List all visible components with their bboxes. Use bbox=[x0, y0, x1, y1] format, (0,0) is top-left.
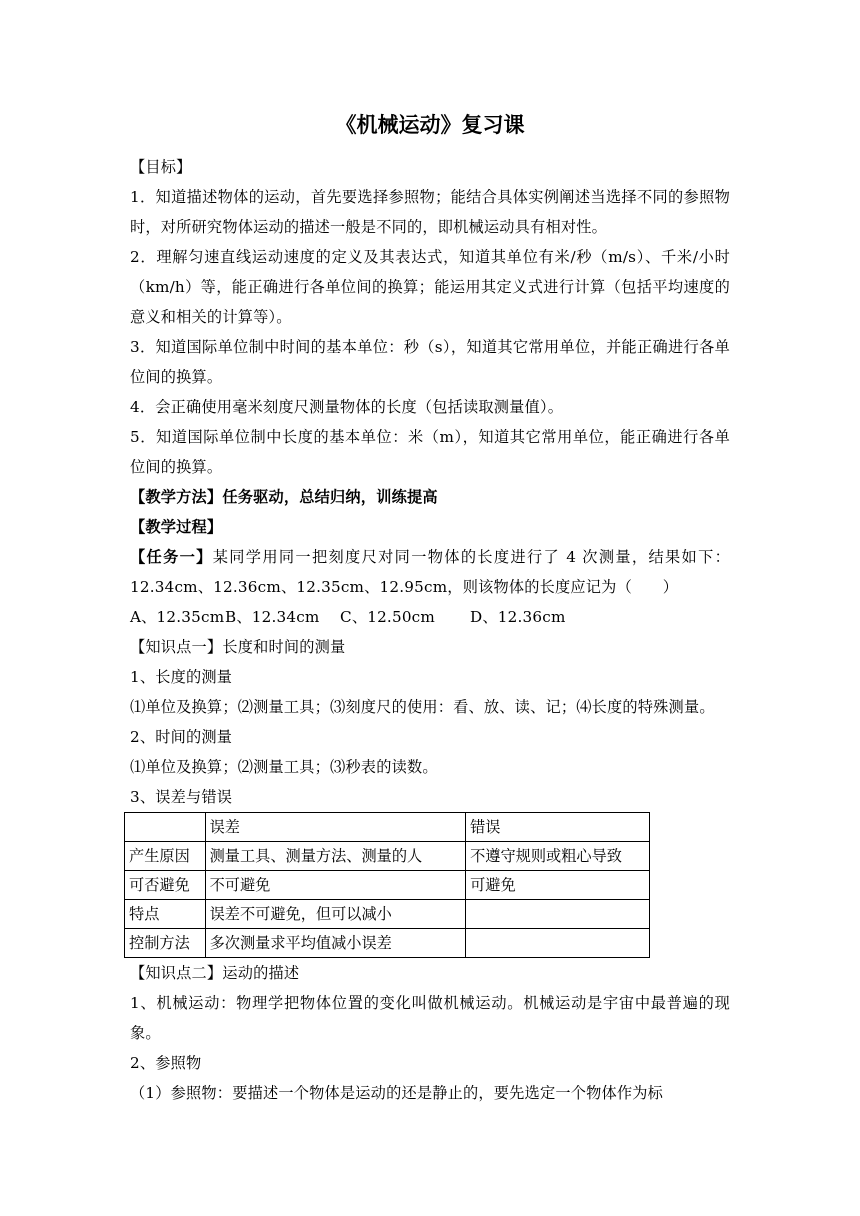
table-cell: 控制方法 bbox=[125, 929, 206, 958]
option-d: D、12.36cm bbox=[470, 608, 566, 626]
goal-item: 4．会正确使用毫米刻度尺测量物体的长度（包括读取测量值）。 bbox=[130, 398, 564, 416]
table-cell bbox=[466, 900, 650, 929]
mechanical-motion-text: 1、机械运动：物理学把物体位置的变化叫做机械运动。机械运动是宇宙中最普遍的现象。 bbox=[130, 994, 730, 1042]
time-measure-text: ⑴单位及换算；⑵测量工具；⑶秒表的读数。 bbox=[130, 758, 438, 776]
document-page bbox=[130, 110, 730, 1108]
length-measure-title: 1、长度的测量 bbox=[130, 668, 233, 686]
process-heading: 【教学过程】 bbox=[130, 518, 223, 536]
error-comparison-table bbox=[124, 812, 650, 958]
task-one-text: 某同学用同一把刻度尺对同一物体的长度进行了 4 次测量，结果如下：12.34cm、12.36cm、12.35cm、12.95cm，则该物体的长度应记为（ ） bbox=[130, 548, 731, 596]
table-cell: 不可避免 bbox=[205, 871, 465, 900]
option-c: C、12.50cm bbox=[340, 608, 435, 626]
table-cell: 多次测量求平均值减小误差 bbox=[205, 929, 465, 958]
table-cell: 特点 bbox=[125, 900, 206, 929]
table-row bbox=[125, 842, 650, 871]
goal-item: 5．知道国际单位制中长度的基本单位：米（m），知道其它常用单位，能正确进行各单位间的换算。 bbox=[130, 428, 730, 476]
goal-item: 3．知道国际单位制中时间的基本单位：秒（s），知道其它常用单位，并能正确进行各单位间的换算。 bbox=[130, 338, 730, 386]
task-one bbox=[130, 542, 730, 602]
table-cell: 错误 bbox=[466, 813, 650, 842]
teaching-method: 【教学方法】任务驱动，总结归纳，训练提高 bbox=[130, 488, 438, 506]
table-header-row bbox=[125, 813, 650, 842]
table-cell: 产生原因 bbox=[125, 842, 206, 871]
table-cell: 可否避免 bbox=[125, 871, 206, 900]
goals-heading: 【目标】 bbox=[130, 158, 192, 176]
table-cell: 不遵守规则或粗心导致 bbox=[466, 842, 650, 871]
table-row bbox=[125, 900, 650, 929]
task-one-options bbox=[130, 602, 730, 632]
page-title: 《机械运动》复习课 bbox=[335, 112, 525, 137]
option-a: A、12.35cm bbox=[130, 608, 225, 626]
goal-item: 2．理解匀速直线运动速度的定义及其表达式，知道其单位有米/秒（m/s）、千米/小时（km/h）等，能正确进行各单位间的换算；能运用其定义式进行计算（包括平均速度的意义和相关的计算等）。 bbox=[130, 248, 730, 326]
table-cell bbox=[125, 813, 206, 842]
reference-object-text: （1）参照物：要描述一个物体是运动的还是静止的，要先选定一个物体作为标 bbox=[130, 1084, 664, 1102]
task-one-label: 【任务一】 bbox=[130, 548, 213, 566]
reference-object-title: 2、参照物 bbox=[130, 1054, 202, 1072]
option-b: B、12.34cm bbox=[225, 608, 320, 626]
knowledge-point-1-heading: 【知识点一】长度和时间的测量 bbox=[130, 638, 346, 656]
table-row bbox=[125, 929, 650, 958]
table-row bbox=[125, 871, 650, 900]
table-cell bbox=[466, 929, 650, 958]
table-cell: 测量工具、测量方法、测量的人 bbox=[205, 842, 465, 871]
length-measure-text: ⑴单位及换算；⑵测量工具；⑶刻度尺的使用：看、放、读、记；⑷长度的特殊测量。 bbox=[130, 698, 715, 716]
table-cell: 可避免 bbox=[466, 871, 650, 900]
table-cell: 误差不可避免，但可以减小 bbox=[205, 900, 465, 929]
table-cell: 误差 bbox=[205, 813, 465, 842]
error-section-title: 3、误差与错误 bbox=[130, 788, 233, 806]
goal-item: 1．知道描述物体的运动，首先要选择参照物；能结合具体实例阐述当选择不同的参照物时，对所研究物体运动的描述一般是不同的，即机械运动具有相对性。 bbox=[130, 188, 730, 236]
time-measure-title: 2、时间的测量 bbox=[130, 728, 233, 746]
knowledge-point-2-heading: 【知识点二】运动的描述 bbox=[130, 964, 300, 982]
